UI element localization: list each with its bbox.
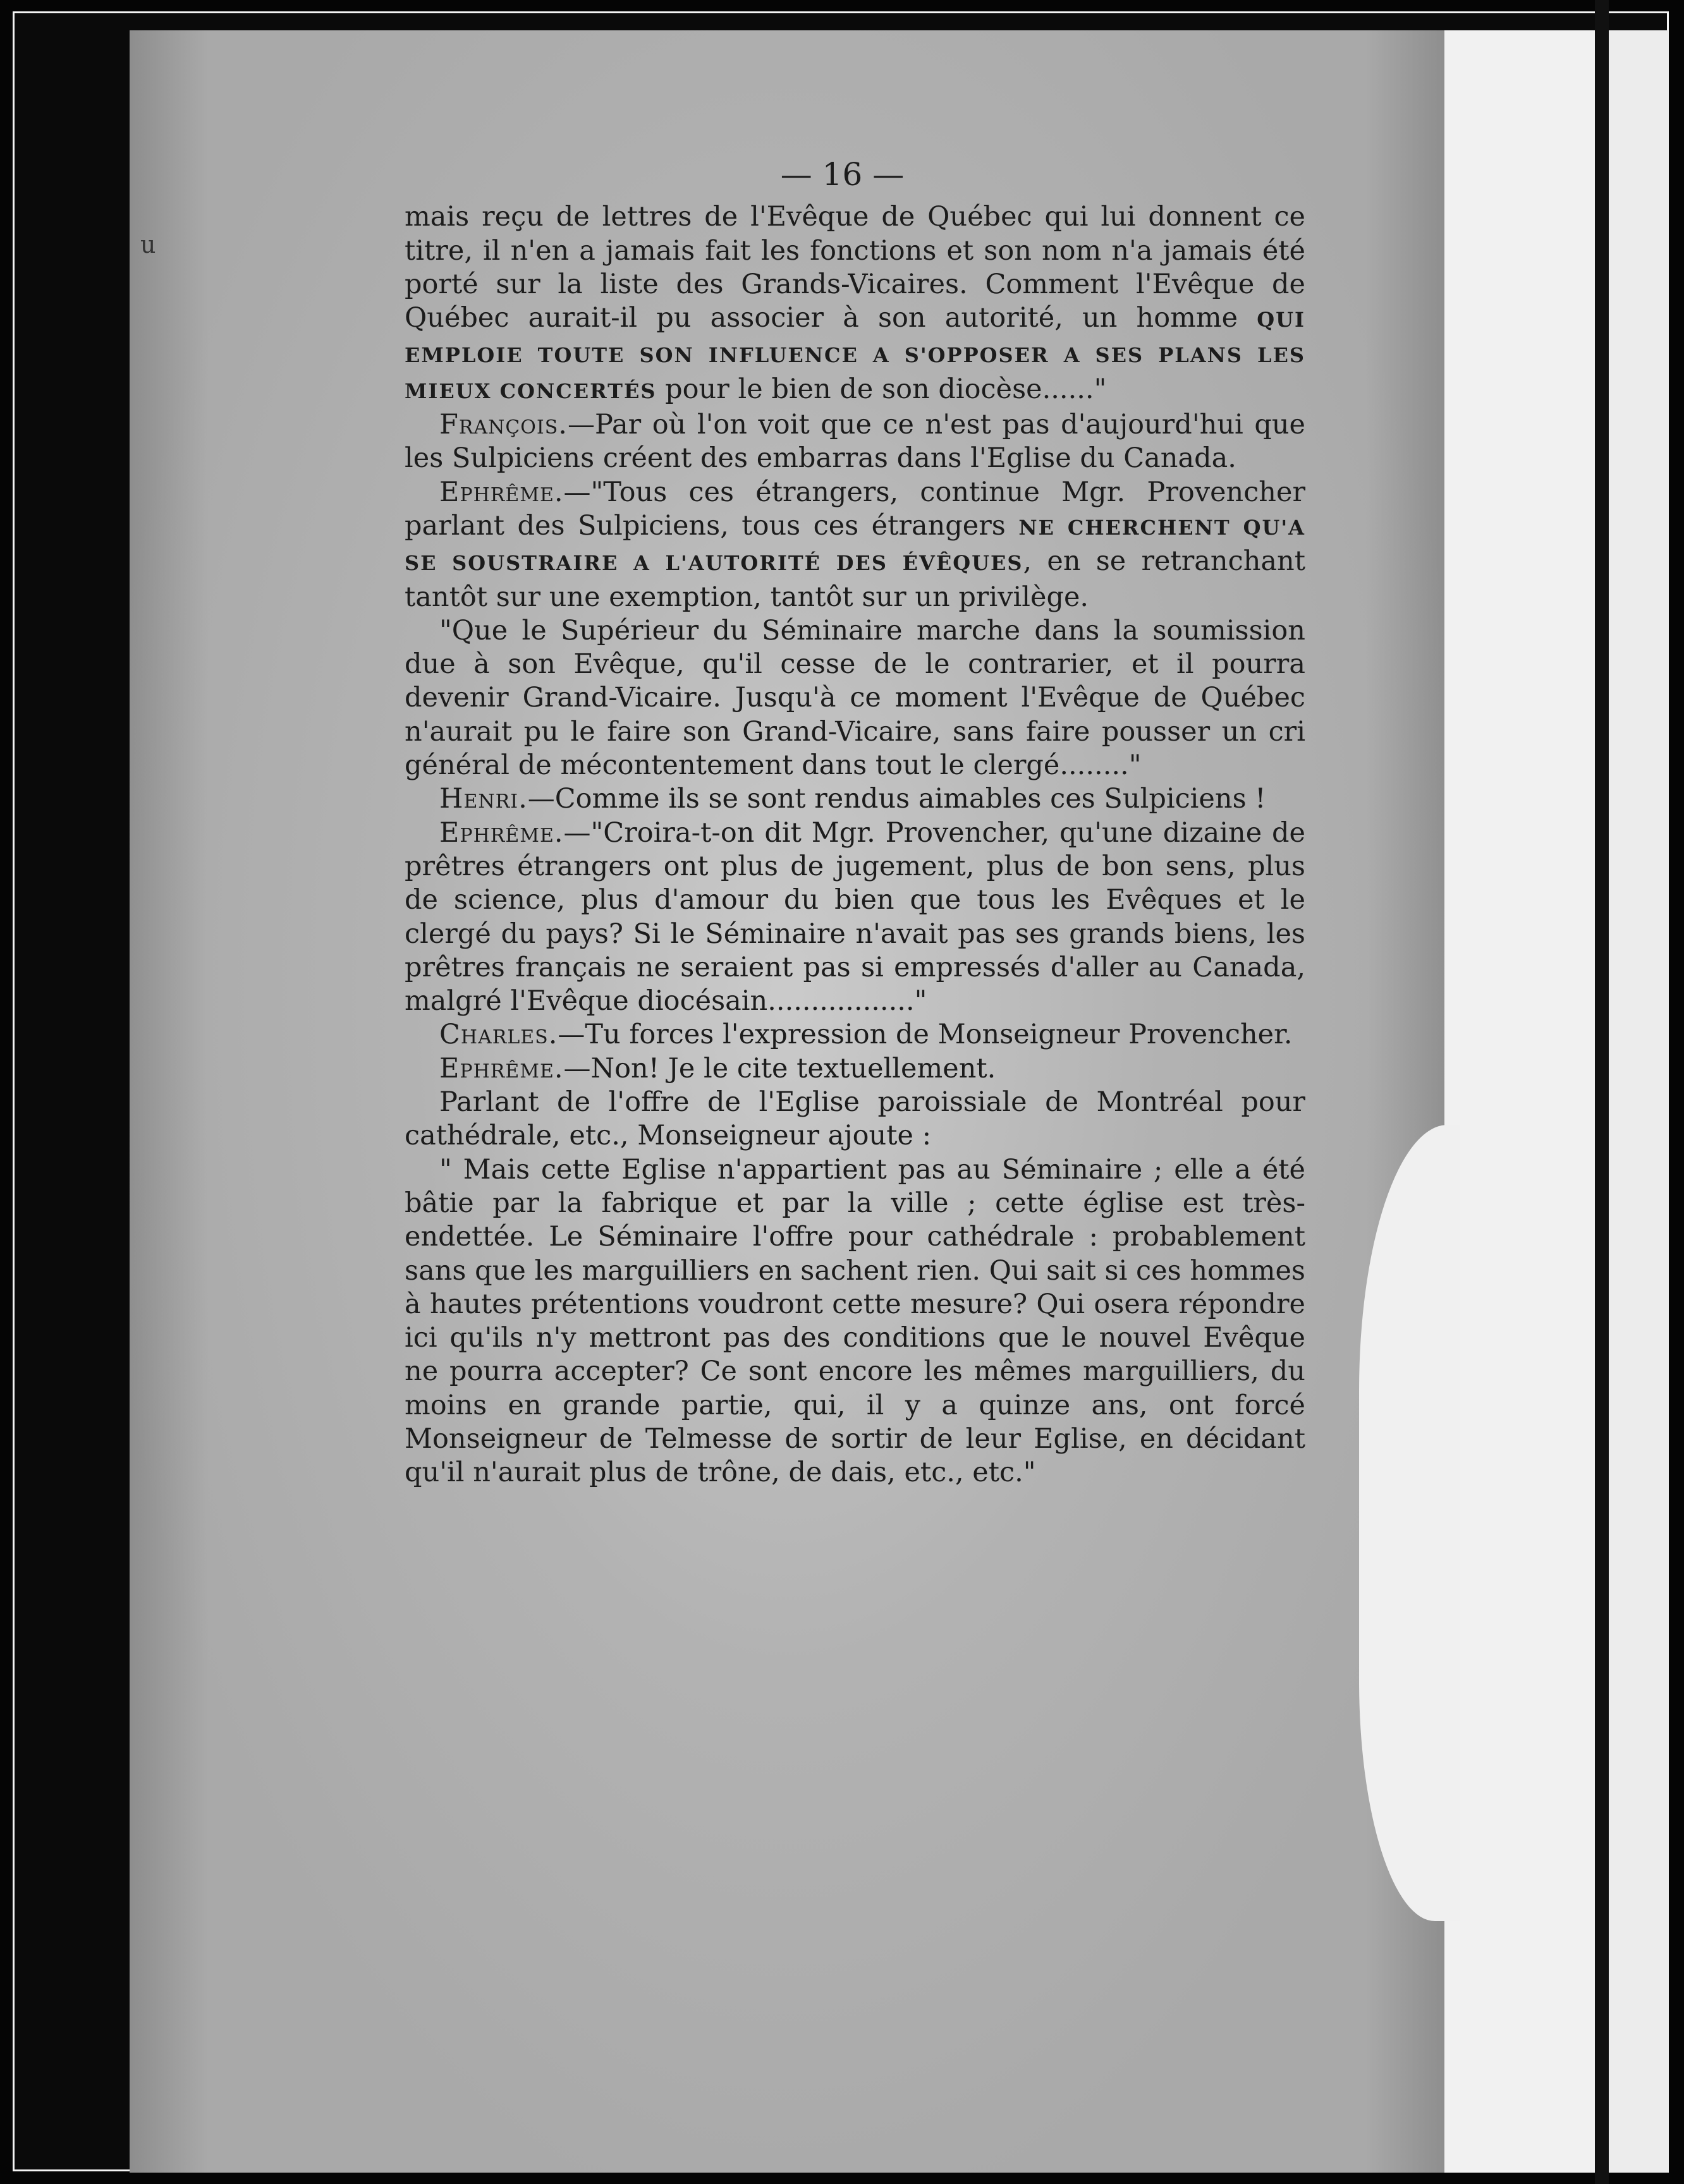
paragraph — [405, 816, 1305, 1019]
paragraph — [405, 614, 1305, 782]
paragraph-text: pour le bien de son diocèse......" — [656, 373, 1107, 405]
paragraph-list — [405, 200, 1305, 1489]
paragraph-text: —Comme ils se sont rendus aimables ces Sulpiciens ! — [527, 783, 1266, 815]
adjacent-leaf — [1444, 30, 1595, 2173]
speaker-name: Ephrême. — [439, 1052, 564, 1084]
speaker-name: François. — [439, 409, 568, 441]
paragraph — [405, 1018, 1305, 1052]
page-number: — 16 — — [780, 156, 905, 193]
emphasis-caps: QUI EMPLOIE TOUTE SON INFLUENCE A S'OPPOSER A SES PLANS LES MIEUX CONCERTÉS — [405, 308, 1305, 403]
paragraph — [405, 1153, 1305, 1490]
paragraph — [405, 408, 1305, 476]
page-text — [405, 158, 1305, 1490]
emphasis-caps: NE CHERCHENT QU'A SE SOUSTRAIRE A L'AUTORITÉ DES ÉVÊQUES — [405, 515, 1305, 576]
paragraph-text: " Mais cette Eglise n'appartient pas au Séminaire ; elle a été bâtie par la fabrique et par la ville ; cette église est très-endettée. Le Séminaire l'offre pour cathédrale : probablement sans que les marguilliers en sachent rien. Qui sait si ces hommes à hautes prétentions voudront cette mesure? Qui osera répondre ici qu'ils n'y mettront pas des conditions que le nouvel Evêque ne pourra accepter? Ce sont encore les mêmes marguilliers, du moins en grande partie, qui, il y a quinze ans, ont forcé Monseigneur de Telmesse de sortir de leur Eglise, en décidant qu'il n'aurait plus de trône, de dais, etc., etc." — [405, 1153, 1305, 1489]
torn-edge — [1359, 1125, 1460, 1921]
paragraph-text: Parlant de l'offre de l'Eglise paroissiale de Montréal pour cathédrale, etc., Monseigneur ajoute : — [405, 1086, 1305, 1152]
leaf-gutter — [1595, 0, 1609, 2184]
paragraph-text: —"Croira-t-on dit Mgr. Provencher, qu'une dizaine de prêtres étrangers ont plus de jugement, plus de bon sens, plus de science, plus d'amour du bien que tous les Evêques et le clergé du pays? Si le Séminaire n'avait pas ses grands biens, les prêtres français ne seraient pas si empressés d'aller au Canada, malgré l'Evêque diocésain................." — [405, 816, 1305, 1017]
paragraph-text: mais reçu de lettres de l'Evêque de Québec qui lui donnent ce titre, il n'en a jamais fait les fonctions et son nom n'a jamais été porté sur la liste des Grands-Vicaires. Comment l'Evêque de Québec aurait-il pu associer à son autorité, un homme — [405, 201, 1305, 334]
paragraph — [405, 782, 1305, 816]
paragraph — [405, 1086, 1305, 1153]
paragraph-text: —Tu forces l'expression de Monseigneur Provencher. — [558, 1019, 1293, 1051]
paragraph-text: , en se retranchant tantôt sur une exemption, tantôt sur un privilège. — [405, 545, 1305, 613]
paragraph-text: "Que le Supérieur du Séminaire marche dans la soumission due à son Evêque, qu'il cesse de le contrarier, et il pourra devenir Grand-Vicaire. Jusqu'à ce moment l'Evêque de Québec n'aurait pu le faire son Grand-Vicaire, sans faire pousser un cri général de mécontentement dans tout le clergé........" — [405, 614, 1305, 782]
adjacent-leaf-right — [1609, 30, 1669, 2173]
paragraph — [405, 200, 1305, 408]
paragraph-text: —"Tous ces étrangers, continue Mgr. Provencher parlant des Sulpiciens, tous ces étrangers — [405, 476, 1305, 542]
speaker-name: Ephrême. — [439, 816, 564, 849]
paragraph — [405, 1052, 1305, 1086]
speaker-name: Ephrême. — [439, 476, 564, 508]
speaker-name: Charles. — [439, 1019, 558, 1051]
paragraph-text: —Non! Je le cite textuellement. — [563, 1052, 996, 1084]
paragraph-text: —Par où l'on voit que ce n'est pas d'aujourd'hui que les Sulpiciens créent des embarras dans l'Eglise du Canada. — [405, 409, 1305, 475]
paragraph — [405, 476, 1305, 614]
speaker-name: Henri. — [439, 783, 528, 815]
margin-mark: u — [140, 231, 156, 258]
